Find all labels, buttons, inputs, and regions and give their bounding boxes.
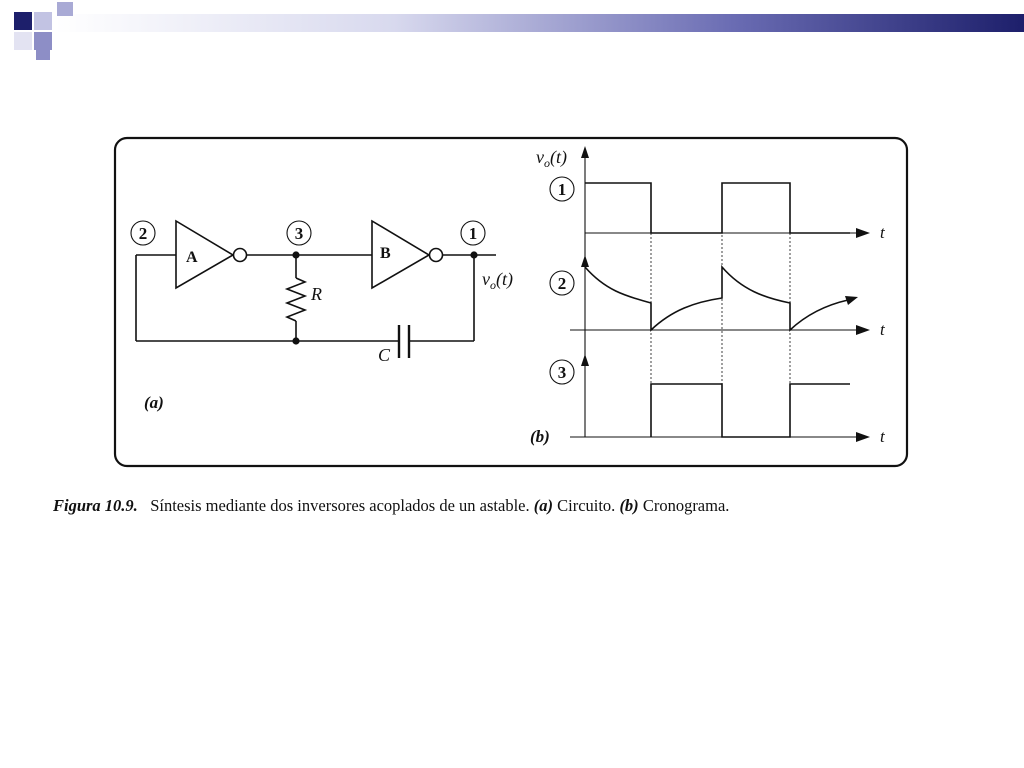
output-label: $v_o(t)$ <box>482 269 513 292</box>
caption-part-b: (b) <box>619 496 639 515</box>
caption-part-b-text: Cronograma. <box>642 496 730 515</box>
time-axis-2-arrow <box>856 325 870 335</box>
y-axis-arrow-top <box>581 146 589 158</box>
junction-node3-bottom <box>292 337 299 344</box>
resistor-label: R <box>311 284 322 304</box>
waveform-3 <box>651 384 850 437</box>
trace-2-label: 2 <box>557 274 567 293</box>
waveform-2-arrow <box>845 296 858 305</box>
trace-3-label: 3 <box>557 363 567 382</box>
waveform-2 <box>585 267 848 330</box>
caption-text: Síntesis mediante dos inversores acoplados de un astable. <box>150 496 530 515</box>
caption-part-a: (a) <box>533 496 553 515</box>
y-axis-arrow-3 <box>581 354 589 366</box>
time-axis-3-label: t <box>880 427 885 446</box>
node-2-label: 2 <box>138 224 148 243</box>
time-axis-1-label: t <box>880 223 885 242</box>
panel-a-label: (a) <box>144 393 164 412</box>
y-axis-label: $v_o(t)$ <box>536 147 567 170</box>
inverter-gate-a <box>176 221 233 288</box>
y-axis-arrow-2 <box>581 255 589 267</box>
circuit-diagram <box>131 221 513 412</box>
node-1-label: 1 <box>468 224 478 243</box>
time-axis-3-arrow <box>856 432 870 442</box>
junction-node3-top <box>292 251 299 258</box>
capacitor-label: C <box>378 345 391 365</box>
gate-a-label: A <box>186 249 198 266</box>
waveform-1 <box>585 183 850 233</box>
figure-caption <box>53 496 993 516</box>
resistor-r <box>287 278 305 321</box>
node-3-label: 3 <box>294 224 304 243</box>
caption-part-a-text: Circuito. <box>557 496 616 515</box>
trace-1-label: 1 <box>557 180 567 199</box>
caption-figure-number: Figura 10.9. <box>53 496 138 515</box>
inverter-a-bubble <box>234 249 247 262</box>
junction-node1 <box>470 251 477 258</box>
time-axis-1-arrow <box>856 228 870 238</box>
inverter-b-bubble <box>430 249 443 262</box>
gate-b-label: B <box>380 245 391 262</box>
chronogram <box>530 146 886 446</box>
time-axis-2-label: t <box>880 320 885 339</box>
panel-b-label: (b) <box>530 427 550 446</box>
